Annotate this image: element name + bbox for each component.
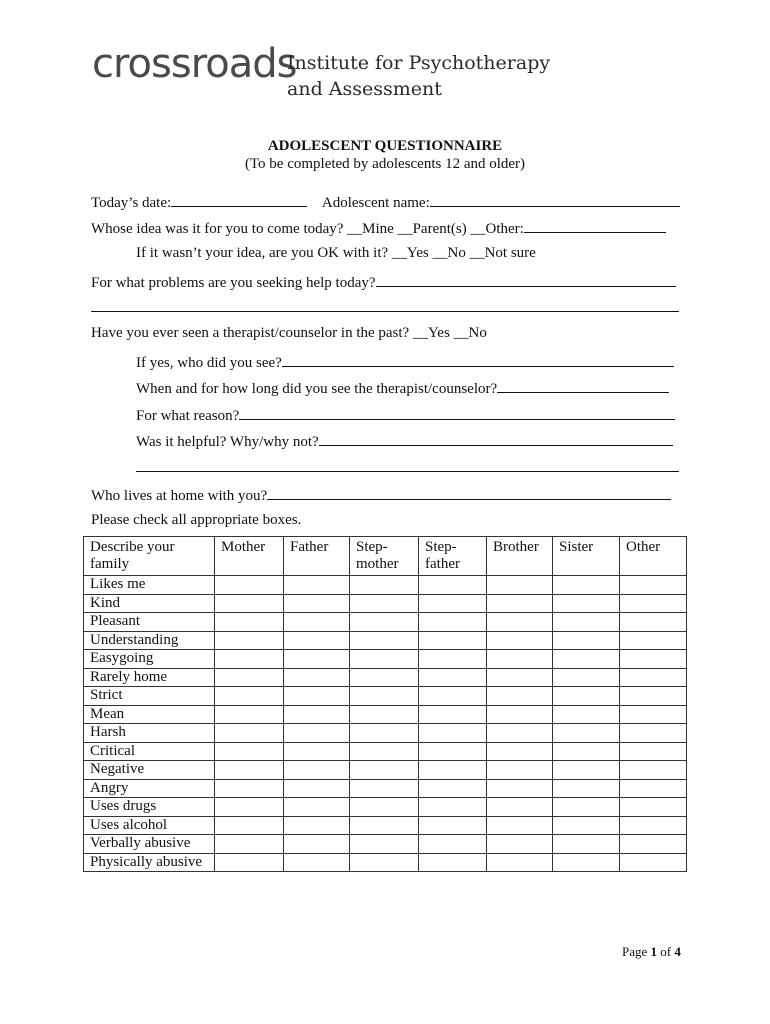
checkbox-cell[interactable]: [487, 724, 553, 743]
checkbox-cell[interactable]: [487, 798, 553, 817]
checkbox-cell[interactable]: [553, 576, 620, 595]
table-row: [84, 687, 687, 706]
checkbox-cell[interactable]: [350, 853, 419, 872]
checkbox-cell[interactable]: [350, 613, 419, 632]
checkbox-cell[interactable]: [350, 705, 419, 724]
check-boxes-instruction: Please check all appropriate boxes.: [91, 512, 302, 528]
checkbox-cell[interactable]: [620, 668, 687, 687]
table-row: [84, 631, 687, 650]
row-label: Uses drugs: [84, 798, 215, 817]
checkbox-cell[interactable]: [419, 816, 487, 835]
checkbox-cell[interactable]: [419, 779, 487, 798]
who-did-you-see-line: If yes, who did you see?: [136, 353, 674, 371]
page-subtitle: (To be completed by adolescents 12 and older): [244, 156, 526, 172]
checkbox-cell[interactable]: [487, 687, 553, 706]
lives-at-home-line: Who lives at home with you?: [91, 486, 671, 504]
problems-field-2[interactable]: [91, 311, 679, 312]
row-label: Pleasant: [84, 613, 215, 632]
table-row: [84, 798, 687, 817]
checkbox-cell[interactable]: [487, 594, 553, 613]
checkbox-cell[interactable]: [487, 668, 553, 687]
checkbox-cell[interactable]: [419, 724, 487, 743]
table-row: [84, 835, 687, 854]
checkbox-cell[interactable]: [553, 742, 620, 761]
helpful-line: Was it helpful? Why/why not?: [136, 432, 673, 450]
checkbox-cell[interactable]: [620, 705, 687, 724]
checkbox-cell[interactable]: [350, 761, 419, 780]
checkbox-cell[interactable]: [350, 724, 419, 743]
checkbox-cell[interactable]: [553, 631, 620, 650]
column-header: Step-father: [419, 537, 487, 576]
checkbox-cell[interactable]: [350, 798, 419, 817]
checkbox-cell[interactable]: [419, 798, 487, 817]
ok-with-it-line: If it wasn’t your idea, are you OK with it? __Yes __No __Not sure: [136, 245, 536, 261]
when-how-long-line: When and for how long did you see the therapist/counselor?: [136, 379, 669, 397]
table-row: [84, 742, 687, 761]
checkbox-cell[interactable]: [553, 853, 620, 872]
row-label: Critical: [84, 742, 215, 761]
logo-wordmark: crossroads: [92, 41, 297, 87]
table-row: [84, 613, 687, 632]
checkbox-cell[interactable]: [487, 742, 553, 761]
table-row: [84, 594, 687, 613]
checkbox-cell[interactable]: [487, 613, 553, 632]
checkbox-cell[interactable]: [350, 650, 419, 669]
checkbox-cell[interactable]: [215, 631, 284, 650]
checkbox-cell[interactable]: [215, 576, 284, 595]
column-header: Step-mother: [350, 537, 419, 576]
checkbox-cell[interactable]: [620, 724, 687, 743]
row-label: Angry: [84, 779, 215, 798]
checkbox-cell[interactable]: [620, 650, 687, 669]
date-field[interactable]: [171, 193, 307, 207]
checkbox-cell[interactable]: [215, 705, 284, 724]
checkbox-cell[interactable]: [553, 835, 620, 854]
checkbox-cell[interactable]: [419, 761, 487, 780]
therapist-past-line: Have you ever seen a therapist/counselor in the past? __Yes __No: [91, 325, 487, 341]
helpful-field-2[interactable]: [136, 471, 679, 472]
whose-idea-line: Whose idea was it for you to come today? __Mine __Parent(s) __Other:: [91, 219, 666, 237]
checkbox-cell[interactable]: [553, 724, 620, 743]
checkbox-cell[interactable]: [620, 779, 687, 798]
checkbox-cell[interactable]: [553, 613, 620, 632]
who-field[interactable]: [282, 353, 674, 367]
checkbox-cell[interactable]: [215, 613, 284, 632]
checkbox-cell[interactable]: [284, 631, 350, 650]
checkbox-cell[interactable]: [284, 613, 350, 632]
checkbox-cell[interactable]: [284, 668, 350, 687]
column-header: Mother: [215, 537, 284, 576]
checkbox-cell[interactable]: [215, 594, 284, 613]
logo-line1: Institute for Psychotherapy: [287, 52, 551, 74]
table-row: [84, 576, 687, 595]
checkbox-cell[interactable]: [419, 742, 487, 761]
checkbox-cell[interactable]: [620, 835, 687, 854]
checkbox-cell[interactable]: [620, 631, 687, 650]
checkbox-cell[interactable]: [419, 835, 487, 854]
row-label: Uses alcohol: [84, 816, 215, 835]
row-label: Easygoing: [84, 650, 215, 669]
checkbox-cell[interactable]: [215, 798, 284, 817]
checkbox-cell[interactable]: [419, 650, 487, 669]
table-row: [84, 650, 687, 669]
table-row: [84, 705, 687, 724]
checkbox-cell[interactable]: [419, 594, 487, 613]
checkbox-cell[interactable]: [284, 798, 350, 817]
column-header: Sister: [553, 537, 620, 576]
checkbox-cell[interactable]: [284, 853, 350, 872]
checkbox-cell[interactable]: [553, 594, 620, 613]
table-row: [84, 779, 687, 798]
checkbox-cell[interactable]: [419, 613, 487, 632]
checkbox-cell[interactable]: [284, 835, 350, 854]
checkbox-cell[interactable]: [553, 798, 620, 817]
checkbox-cell[interactable]: [620, 742, 687, 761]
checkbox-cell[interactable]: [487, 779, 553, 798]
checkbox-cell[interactable]: [215, 650, 284, 669]
other-field[interactable]: [524, 219, 666, 233]
checkbox-cell[interactable]: [620, 798, 687, 817]
row-label: Kind: [84, 594, 215, 613]
checkbox-cell[interactable]: [284, 705, 350, 724]
checkbox-cell[interactable]: [284, 650, 350, 669]
checkbox-cell[interactable]: [419, 705, 487, 724]
checkbox-cell[interactable]: [553, 779, 620, 798]
checkbox-cell[interactable]: [350, 816, 419, 835]
row-label: Strict: [84, 687, 215, 706]
checkbox-cell[interactable]: [284, 742, 350, 761]
checkbox-cell[interactable]: [419, 576, 487, 595]
helpful-field[interactable]: [319, 432, 673, 446]
checkbox-cell[interactable]: [419, 853, 487, 872]
checkbox-cell[interactable]: [620, 761, 687, 780]
checkbox-cell[interactable]: [215, 779, 284, 798]
checkbox-cell[interactable]: [350, 668, 419, 687]
checkbox-cell[interactable]: [487, 650, 553, 669]
table-row: [84, 761, 687, 780]
row-label: Likes me: [84, 576, 215, 595]
checkbox-cell[interactable]: [487, 705, 553, 724]
table-row: [84, 724, 687, 743]
checkbox-cell[interactable]: [620, 853, 687, 872]
checkbox-cell[interactable]: [284, 594, 350, 613]
checkbox-cell[interactable]: [553, 668, 620, 687]
date-line: Today’s date: Adolescent name:: [91, 193, 680, 211]
checkbox-cell[interactable]: [350, 631, 419, 650]
problems-field[interactable]: [376, 273, 676, 287]
checkbox-cell[interactable]: [284, 724, 350, 743]
reason-field[interactable]: [239, 406, 675, 420]
checkbox-cell[interactable]: [419, 687, 487, 706]
checkbox-cell[interactable]: [284, 576, 350, 595]
checkbox-cell[interactable]: [350, 594, 419, 613]
checkbox-cell[interactable]: [620, 594, 687, 613]
row-label: Verbally abusive: [84, 835, 215, 854]
checkbox-cell[interactable]: [350, 576, 419, 595]
checkbox-cell[interactable]: [620, 816, 687, 835]
logo-line2: and Assessment: [287, 78, 442, 100]
page-title: ADOLESCENT QUESTIONNAIRE: [267, 138, 503, 154]
checkbox-cell[interactable]: [350, 742, 419, 761]
family-table: [83, 536, 687, 872]
column-header: Describe your family: [84, 537, 215, 576]
when-field[interactable]: [497, 379, 669, 393]
table-row: [84, 816, 687, 835]
checkbox-cell[interactable]: [350, 687, 419, 706]
table-row: [84, 853, 687, 872]
row-label: Harsh: [84, 724, 215, 743]
column-header: Brother: [487, 537, 553, 576]
checkbox-cell[interactable]: [553, 705, 620, 724]
lives-field[interactable]: [267, 486, 671, 500]
checkbox-cell[interactable]: [284, 816, 350, 835]
checkbox-cell[interactable]: [215, 761, 284, 780]
checkbox-cell[interactable]: [284, 779, 350, 798]
checkbox-cell[interactable]: [350, 779, 419, 798]
checkbox-cell[interactable]: [350, 835, 419, 854]
row-label: Physically abusive: [84, 853, 215, 872]
checkbox-cell[interactable]: [620, 576, 687, 595]
checkbox-cell[interactable]: [215, 742, 284, 761]
row-label: Rarely home: [84, 668, 215, 687]
checkbox-cell[interactable]: [553, 687, 620, 706]
row-label: Mean: [84, 705, 215, 724]
page-number: Page 1 of 4: [622, 944, 681, 959]
row-label: Negative: [84, 761, 215, 780]
checkbox-cell[interactable]: [487, 816, 553, 835]
checkbox-cell[interactable]: [284, 761, 350, 780]
checkbox-cell[interactable]: [487, 576, 553, 595]
table-header-row: [84, 537, 687, 576]
checkbox-cell[interactable]: [620, 687, 687, 706]
checkbox-cell[interactable]: [487, 761, 553, 780]
checkbox-cell[interactable]: [487, 835, 553, 854]
table-row: [84, 668, 687, 687]
problems-line: For what problems are you seeking help today?: [91, 273, 676, 291]
checkbox-cell[interactable]: [419, 631, 487, 650]
checkbox-cell[interactable]: [553, 650, 620, 669]
row-label: Understanding: [84, 631, 215, 650]
checkbox-cell[interactable]: [620, 613, 687, 632]
checkbox-cell[interactable]: [215, 816, 284, 835]
checkbox-cell[interactable]: [215, 724, 284, 743]
column-header: Father: [284, 537, 350, 576]
checkbox-cell[interactable]: [553, 816, 620, 835]
checkbox-cell[interactable]: [215, 853, 284, 872]
checkbox-cell[interactable]: [215, 668, 284, 687]
checkbox-cell[interactable]: [419, 668, 487, 687]
checkbox-cell[interactable]: [487, 853, 553, 872]
checkbox-cell[interactable]: [284, 687, 350, 706]
checkbox-cell[interactable]: [487, 631, 553, 650]
column-header: Other: [620, 537, 687, 576]
checkbox-cell[interactable]: [553, 761, 620, 780]
name-field[interactable]: [430, 193, 680, 207]
checkbox-cell[interactable]: [215, 835, 284, 854]
what-reason-line: For what reason?: [136, 406, 675, 424]
checkbox-cell[interactable]: [215, 687, 284, 706]
